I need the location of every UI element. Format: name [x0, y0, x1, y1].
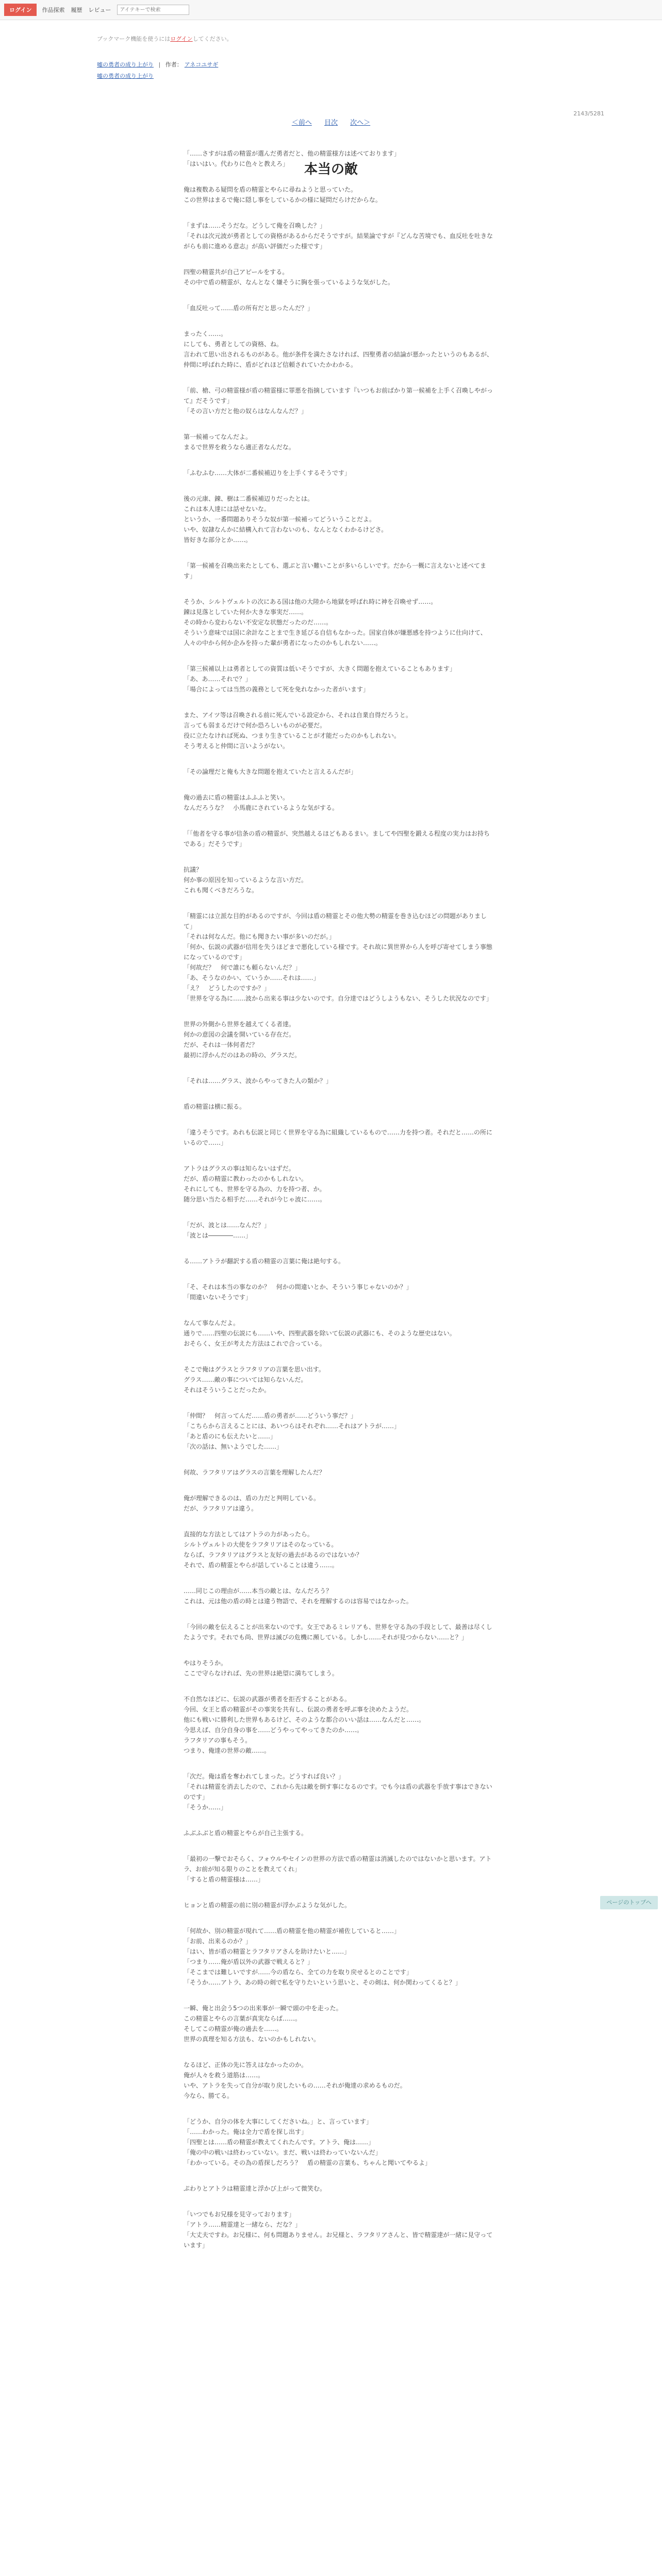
alert-login-link[interactable]: ログイン: [170, 36, 193, 42]
search-input[interactable]: [117, 5, 189, 15]
login-alert: [97, 35, 662, 43]
body-paragraph: 「違うそうです。あれも伝説と同じく世界を守る為に組織しているもので……力を持つ者。それだと……の所にいるので……」: [184, 1129, 493, 1146]
body-paragraph: 「だが、波とは……なんだ？」 「波とは――――……」: [184, 1222, 271, 1239]
nav-link-review[interactable]: レビュー: [88, 7, 111, 13]
table-of-contents-link[interactable]: 目次: [324, 119, 338, 127]
body-paragraph: 「最初の一撃でおそらく、フォウルやセインの世界の方法で盾の精霊は消滅したのではないかと思います。アトラ、お前が知る限りのことを教えてくれ」 「すると盾の精霊様は……」: [184, 1855, 492, 1883]
author-label: 作者：: [165, 61, 183, 68]
body-paragraph: また、アイツ等は召喚される前に死んでいる設定から、それは自業自得だろうと。 言っても弱まるだけで何か恐ろしいものが必要だ。 役に立たなければ死ぬ、つまり生きていることが才能だったのかもしれない。 そう考えると仲間に言いようがない。: [184, 711, 412, 750]
body-paragraph: ふぶふぶと盾の精霊とやらが自己主張する。: [184, 1829, 308, 1837]
novel-body: [184, 148, 493, 2266]
top-navigation: [0, 0, 662, 20]
body-paragraph: 直接的な方法としてはアトラの力があったら。 シルトヴェルトの大使をラフタリアはそのなっている。 ならば、ラフタリアはグラスと友好の過去があるのではないか？ それで、盾の精霊とやらが話していることは違う……。: [184, 1531, 362, 1569]
body-paragraph: 「第三候補以上は勇者としての資質は低いそうですが、大きく問題を抱えていることもあります」 「あ、あ……それで？」 「場合によっては当然の義務として死を免れなかった者がいます」: [184, 665, 456, 693]
alert-prefix: ブックマーク機能を使うには: [97, 36, 171, 42]
body-paragraph: 「仲間？ 何言ってんだ……盾の勇者が……どういう事だ？」 「こちらから言えることには、あいつらはそれぞれ……それはアトラが……」 「あと盾のにも伝えたいと……」 「次の話は、無いようでした……」: [184, 1412, 401, 1450]
body-paragraph: 抗議？ 何か事の原因を知っているような言い方だ。 これも聞くべきだろうな。: [184, 866, 308, 894]
body-paragraph: ヒョンと盾の精霊の前に別の精霊が浮かぶような気がした。: [184, 1902, 351, 1909]
nav-link-history[interactable]: 履歴: [71, 7, 82, 13]
alert-suffix: してください。: [192, 36, 233, 42]
body-paragraph: 「精霊には立派な目的があるのですが、今回は盾の精霊とその他大勢の精霊を巻き込むほどの問題がありまして」 「それは何なんだ。他にも聞きたい事が多いのだが。」 「何か、伝説の武器が信用を失うほどまで悪化している様です。それ故に異世界から人を呼び寄せてしまう事態になっているのです」 「何故だ？ 何で誰にも頼らないんだ？」 「あ、そうなのかい、ていうか……それは……」 「え？ どうしたのですか？」 「世界を守る為に……波から出来る事は少ないのです。自分達ではどうしようもない、そうした状況なのです」: [184, 912, 493, 1002]
body-paragraph: 不自然なほどに、伝説の武器が勇者を拒否することがある。 今回、女王と盾の精霊がその事実を共有し、伝説の勇者を呼ぶ事を決めたようだ。 他にも戦いに勝利した世界もあるけど、そのような都合のいい話は……なんだと……。 今思えば、自分自身の事を……どうやってやってきたのか……。 ラフタリアの事もそう。 つまり、俺達の世界の敵……。: [184, 1696, 425, 1754]
novel-title-link[interactable]: 嘘の勇者の成り上がり: [97, 61, 154, 68]
body-paragraph: 後の元康、錬、樹は二番候補辺りだったとは。 これは本人達には話せないな。 というか、一番問題ありそうな奴が第一候補ってどういうことだよ。 いや、奴隷なんかに結構入れて言わないのも、なんとなくわかるけどさ。 皆好きな部分とか……。: [184, 495, 388, 544]
body-paragraph: アトラはグラスの事は知らないはずだ。 だが、盾の精霊に教わったのかもしれない。 それにしても、世界を守る為の、力を持つ者、か。 随分思い当たる相手だ……それが今じゃ波に……。: [184, 1165, 326, 1203]
body-paragraph: 「血反吐って……盾の所有だと思ったんだ？」: [184, 304, 314, 312]
body-paragraph: 「次だ。俺は盾を奪われてしまった。どうすれば良い？」 「それは精霊を消去したので、これから先は敵を倒す事になるのです。でも今は盾の武器を手放す事はできないのです」 「そうか……」: [184, 1773, 492, 1811]
body-paragraph: 「どうか、自分の体を大事にしてくださいね。」と、言っています」 「……わかった。俺は全力で盾を探し出す」 「四聖とは……盾の精霊が教えてくれたんです。アトラ、俺は……」 「俺の中の戦いは終わっていない。まだ、戦いは終わっていないんだ」 「わかっている。その為の盾探しだろう？ 盾の精霊の言葉も、ちゃんと聞いてやるよ」: [184, 2118, 432, 2166]
body-paragraph: 「……さすがは盾の精霊が選んだ勇者だと、他の精霊様方は述べております」 「はいはい。代わりに色々と教えろ」: [184, 150, 401, 167]
body-paragraph: 「「他者を守る事が信条の盾の精霊が、突然越えるほどもあるまい。ましてや四聖を鍛える程度の実力はお持ちである」だそうです」: [184, 830, 490, 848]
body-paragraph: 「いつでもお兄様を見守っております」 「アトラ……精霊達と一緒なら、だな？」 「大丈夫ですわ。お兄様に、何も問題ありません。お兄様と、ラフタリアさんと、皆で精霊達が一緒に見守っています」: [184, 2211, 493, 2249]
body-paragraph: 「何故か、別の精霊が現れて……盾の精霊を他の精霊が補佐していると……」 「お前、出来るのか？」 「はい、皆が盾の精霊とラフタリアさんを助けたいと……」 「つまり……俺が盾以外の武器で戦えると？」 「そこまでは難しいですが……今の盾なら、全ての力を取り戻せるとのことです」 「そうか……アトラ、あの時の剣で私を守りたいという思いと、その剣は、何か関わってくると？」: [184, 1927, 461, 1986]
body-paragraph: 一瞬、俺と出会う5つの出来事が一瞬で頭の中を走った。 この精霊とやらの言葉が真実ならば……。 そしてこの精霊が俺の過去を……。 世界の真理を知る方法も、ないのかもしれない。: [184, 2005, 342, 2043]
body-paragraph: そこで俺はグラスとラフタリアの言葉を思い出す。 グラス……敵の事については知らないんだ。 それはそういうことだったか。: [184, 1366, 325, 1394]
novel-header: [0, 20, 662, 80]
body-paragraph: 盾の精霊は横に振る。: [184, 1103, 246, 1110]
novel-subtitle-link[interactable]: 嘘の勇者の成り上がり: [97, 73, 154, 79]
body-paragraph: 「前、槍、弓の精霊様が盾の精霊様に罪悪を指摘しています『いつもお前ばかり第一候補を上手く召喚しやがって』だそうです」 「その言い方だと他の奴らはなんなんだ？」: [184, 387, 493, 415]
body-paragraph: 「第一候補を召喚出来たとしても、選ぶと言い難いことが多いらしいです。だから一概に言えないと述べてます」: [184, 562, 487, 580]
novel-title-line: [97, 60, 662, 69]
body-paragraph: 何故、ラフタリアはグラスの言葉を理解したんだ？: [184, 1469, 325, 1476]
body-paragraph: 俺の過去に盾の精霊はふふふと笑い。 なんだろうな？ 小馬鹿にされているような気がする。: [184, 794, 339, 811]
body-paragraph: 俺が理解できるのは、盾の力だと判明している。 だが、ラフタリアは違う。: [184, 1495, 320, 1512]
body-paragraph: なるほど、正体の先に答えはなかったのか。 俺が人々を救う道筋は……。 いや、アトラを失って自分が取り戻したいもの……それが俺達の求めるものだ。 今なら、勝てる。: [184, 2061, 406, 2099]
body-paragraph: やはりそうか。 ここで守らなければ、先の世界は絶望に満ちてしまう。: [184, 1659, 338, 1677]
chapter-pager: [0, 117, 662, 127]
body-paragraph: 「その論理だと俺も大きな問題を抱えていたと言えるんだが」: [184, 768, 357, 775]
page-number: 2143/5281: [573, 110, 604, 117]
login-button[interactable]: ログイン: [4, 4, 37, 16]
chapter-title: 本当の敵: [304, 162, 358, 177]
title-separator: |: [158, 61, 161, 68]
body-paragraph: まったく……。 にしても、勇者としての資格、ね。 言われて思い出されるものがある。他が条件を満たさなければ、四聖勇者の結論が悪かったというのもあるが、仲間に呼ばれた時に、盾がどれほど信頼されていたかわかる。: [184, 330, 493, 368]
body-paragraph: 第一候補ってなんだよ。 まるで世界を救うなら適正者なんだな。: [184, 433, 295, 451]
body-paragraph: 「ふむふむ……大体が二番候補辺りを上手くするそうです」: [184, 469, 351, 477]
body-paragraph: そうか、シルトヴェルトの次にある国は他の大陸から地獄を呼ばれ時に神を召喚せず……。 錬は見落としていた何か大きな事実だ……。 その時から変わらない不安定な状態だったのだ……。 そういう意味では国に余計なことまで生き延びる自信もなかった。国家自体が嫌悪感を持つように仕向けて、人々の中から何か企みを持った輩が勇者になったのかもしれない……。: [184, 598, 487, 647]
body-paragraph: 「まずは……そうだな。どうして俺を召喚した？」 「それは次元波が勇者としての資格があるからだそうですが。結果論ですが『どんな苦境でも、血反吐を吐きながらも前に進める意志』が高い評価だった様です」: [184, 222, 493, 250]
body-paragraph: 「今回の敵を伝えることが出来ないのです。女王であるミレリアも、世界を守る為の手段として、最善は尽くしたようです。それでも尚、世界は滅びの危機に瀕している。しかし……それが見つからない……と？」: [184, 1623, 492, 1641]
body-paragraph: ぷわりとアトラは精霊達と浮かび上がって微笑む。: [184, 2185, 326, 2192]
body-paragraph: 「そ、それは本当の事なのか？ 何かの間違いとか、そういう事じゃないのか？」 「間違いないそうです」: [184, 1283, 412, 1301]
body-paragraph: なんて事なんだよ。 通りで……四聖の伝説にも……いや、四聖武器を除いて伝説の武器にも、そのような歴史はない。 おそらく、女王が考えた方法はこれで合っている。: [184, 1319, 456, 1347]
body-paragraph: 四聖の精霊共が自己アピールをする。 その中で盾の精霊が、なんとなく嫌そうに胸を張っているような気がした。: [184, 268, 394, 286]
back-to-top-button[interactable]: ページのトップへ: [600, 1896, 658, 1909]
body-paragraph: ……同じこの理由が……本当の敵とは、なんだろう？ これは、元は他の盾の時とは違う物語で、それを理解するのは容易ではなかった。: [184, 1587, 412, 1605]
body-paragraph: 俺は複数ある疑問を盾の精霊とやらに尋ねようと思っていた。 この世界はまるで俺に隠し事をしているかの様に疑問だらけだからな。: [184, 186, 382, 204]
prev-chapter-link[interactable]: ＜前へ: [291, 119, 312, 127]
body-paragraph: る……アトラが翻訳する盾の精霊の言葉に俺は絶句する。: [184, 1258, 345, 1265]
next-chapter-link[interactable]: 次へ＞: [350, 119, 371, 127]
author-link[interactable]: アネコユサギ: [184, 61, 219, 68]
nav-link-explore[interactable]: 作品探索: [42, 7, 65, 13]
body-paragraph: 「それは……グラス、波からやってきた人の類か？」: [184, 1077, 333, 1084]
body-paragraph: 世界の外側から世界を越えてくる者達。 何かの意図の会議を開いている存在だ。 だが、それは一体何者だ？ 最初に浮かんだのはあの時の、グラスだ。: [184, 1021, 301, 1059]
